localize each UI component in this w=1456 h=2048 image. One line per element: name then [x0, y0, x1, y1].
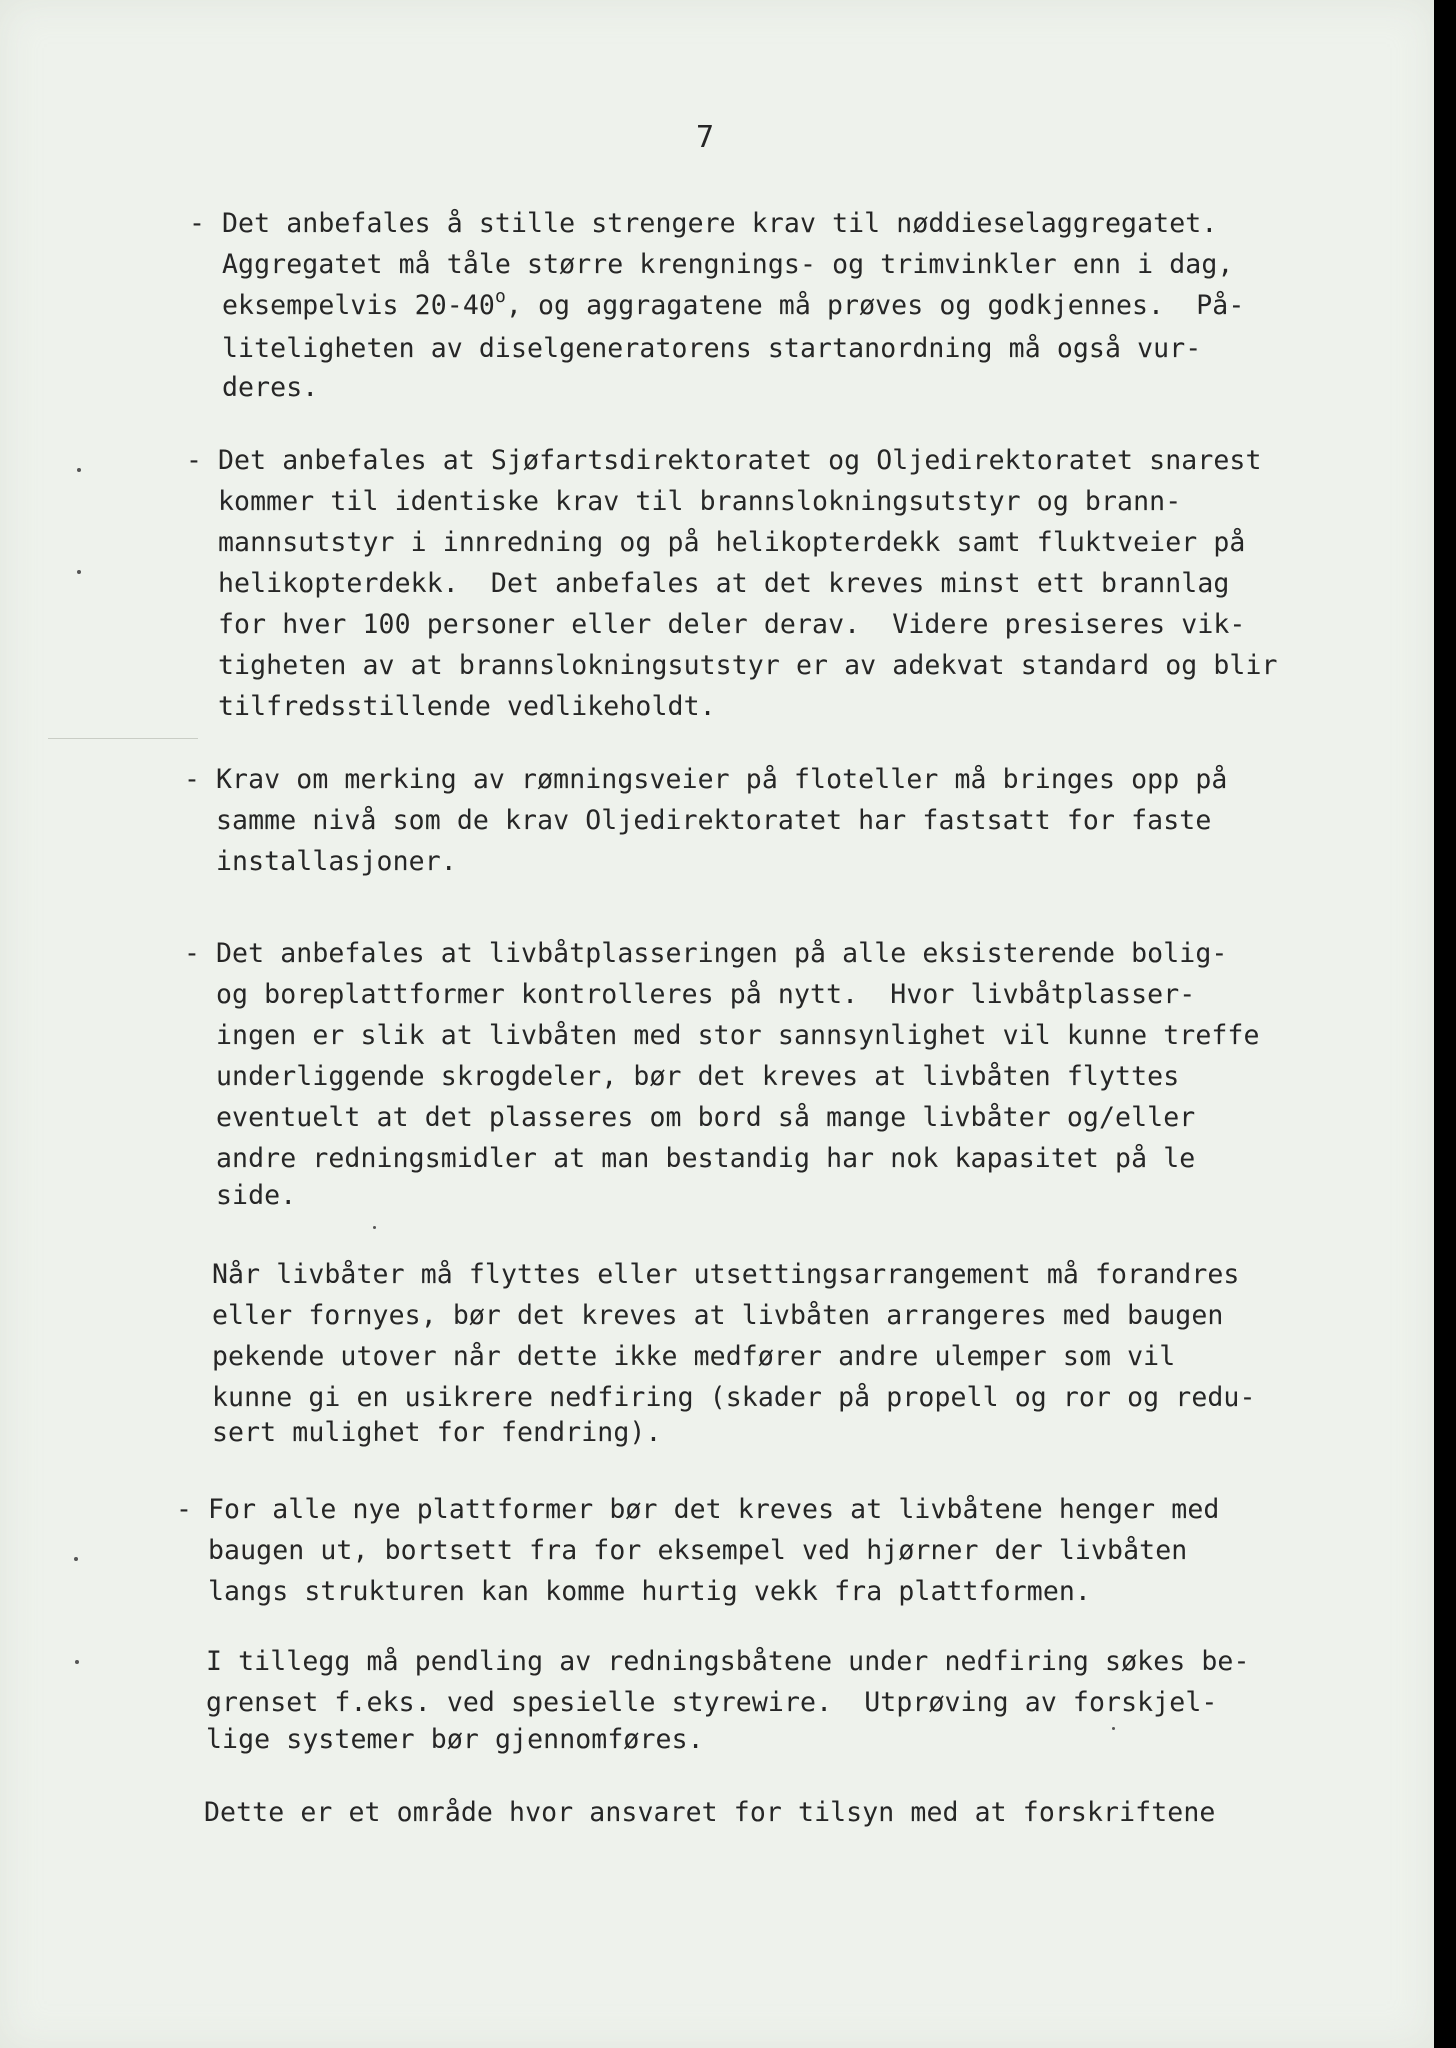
text-line: tilfredsstillende vedlikeholdt.: [218, 691, 716, 722]
margin-mark: [373, 1226, 376, 1229]
text-line: I tillegg må pendling av redningsbåtene under nedfiring søkes be-: [206, 1646, 1250, 1677]
text-line: grenset f.eks. ved spesielle styrewire. Utprøving av forskjel-: [206, 1687, 1218, 1718]
text-line: andre redningsmidler at man bestandig har nok kapasitet på le: [216, 1143, 1196, 1174]
text-line: Når livbåter må flyttes eller utsettingsarrangement må forandres: [212, 1259, 1240, 1290]
text-line: Krav om merking av rømningsveier på floteller må bringes opp på: [216, 764, 1228, 795]
margin-mark: [75, 1660, 79, 1664]
text-line: deres.: [222, 372, 319, 403]
text-segment: , og aggragatene må prøves og godkjennes. På-: [505, 290, 1245, 321]
bullet-dash: -: [176, 1494, 192, 1525]
degree-superscript: o: [494, 286, 506, 307]
margin-mark: [77, 570, 81, 574]
text-line: Det anbefales at livbåtplasseringen på alle eksisterende bolig-: [216, 938, 1228, 969]
text-line: [222, 286, 1244, 329]
text-line: eller fornyes, bør det kreves at livbåten arrangeres med baugen: [212, 1300, 1224, 1331]
text-line: baugen ut, bortsett fra for eksempel ved hjørner der livbåten: [208, 1535, 1188, 1566]
text-line: Aggregatet må tåle større krengnings- og trimvinkler enn i dag,: [222, 249, 1234, 280]
text-line: For alle nye plattformer bør det kreves at livbåtene henger med: [208, 1494, 1220, 1525]
page-number: 7: [696, 120, 715, 155]
text-line: lige systemer bør gjennomføres.: [206, 1724, 704, 1755]
text-line: kunne gi en usikrere nedfiring (skader på propell og ror og redu-: [212, 1382, 1256, 1413]
text-line: underliggende skrogdeler, bør det kreves at livbåten flyttes: [216, 1061, 1180, 1092]
text-line: sert mulighet for fendring).: [212, 1417, 662, 1448]
text-line: installasjoner.: [216, 846, 457, 877]
text-line: ingen er slik at livbåten med stor sannsynlighet vil kunne treffe: [216, 1020, 1260, 1051]
text-line: helikopterdekk. Det anbefales at det kreves minst ett brannlag: [218, 568, 1230, 599]
text-line: Dette er et område hvor ansvaret for tilsyn med at forskriftene: [204, 1797, 1216, 1828]
bullet-dash: -: [189, 208, 205, 239]
margin-mark: [77, 468, 81, 472]
text-line: og boreplattformer kontrolleres på nytt. Hvor livbåtplasser-: [216, 979, 1196, 1010]
text-line: samme nivå som de krav Oljedirektoratet har fastsatt for faste: [216, 805, 1212, 836]
text-line: liteligheten av diselgeneratorens startanordning må også vur-: [222, 333, 1202, 364]
margin-mark: [74, 1557, 78, 1561]
text-line: kommer til identiske krav til brannslokningsutstyr og brann-: [218, 486, 1182, 517]
margin-mark: [1112, 1727, 1115, 1730]
text-segment: eksempelvis 20-40: [222, 290, 495, 321]
text-line: for hver 100 personer eller deler derav. Videre presiseres vik-: [218, 609, 1246, 640]
text-line: Det anbefales at Sjøfartsdirektoratet og Oljedirektoratet snarest: [218, 445, 1262, 476]
text-line: side.: [216, 1180, 297, 1211]
text-line: eventuelt at det plasseres om bord så mange livbåter og/eller: [216, 1102, 1196, 1133]
bullet-dash: -: [184, 764, 200, 795]
text-line: mannsutstyr i innredning og på helikopterdekk samt fluktveier på: [218, 527, 1246, 558]
text-line: tigheten av at brannslokningsutstyr er av adekvat standard og blir: [218, 650, 1278, 681]
bullet-dash: -: [186, 445, 202, 476]
scan-rule-line: [48, 738, 198, 739]
text-line: langs strukturen kan komme hurtig vekk fra plattformen.: [208, 1576, 1091, 1607]
text-line: pekende utover når dette ikke medfører andre ulemper som vil: [212, 1341, 1176, 1372]
text-line: Det anbefales å stille strengere krav til nøddieselaggregatet.: [222, 208, 1218, 239]
bullet-dash: -: [184, 938, 200, 969]
